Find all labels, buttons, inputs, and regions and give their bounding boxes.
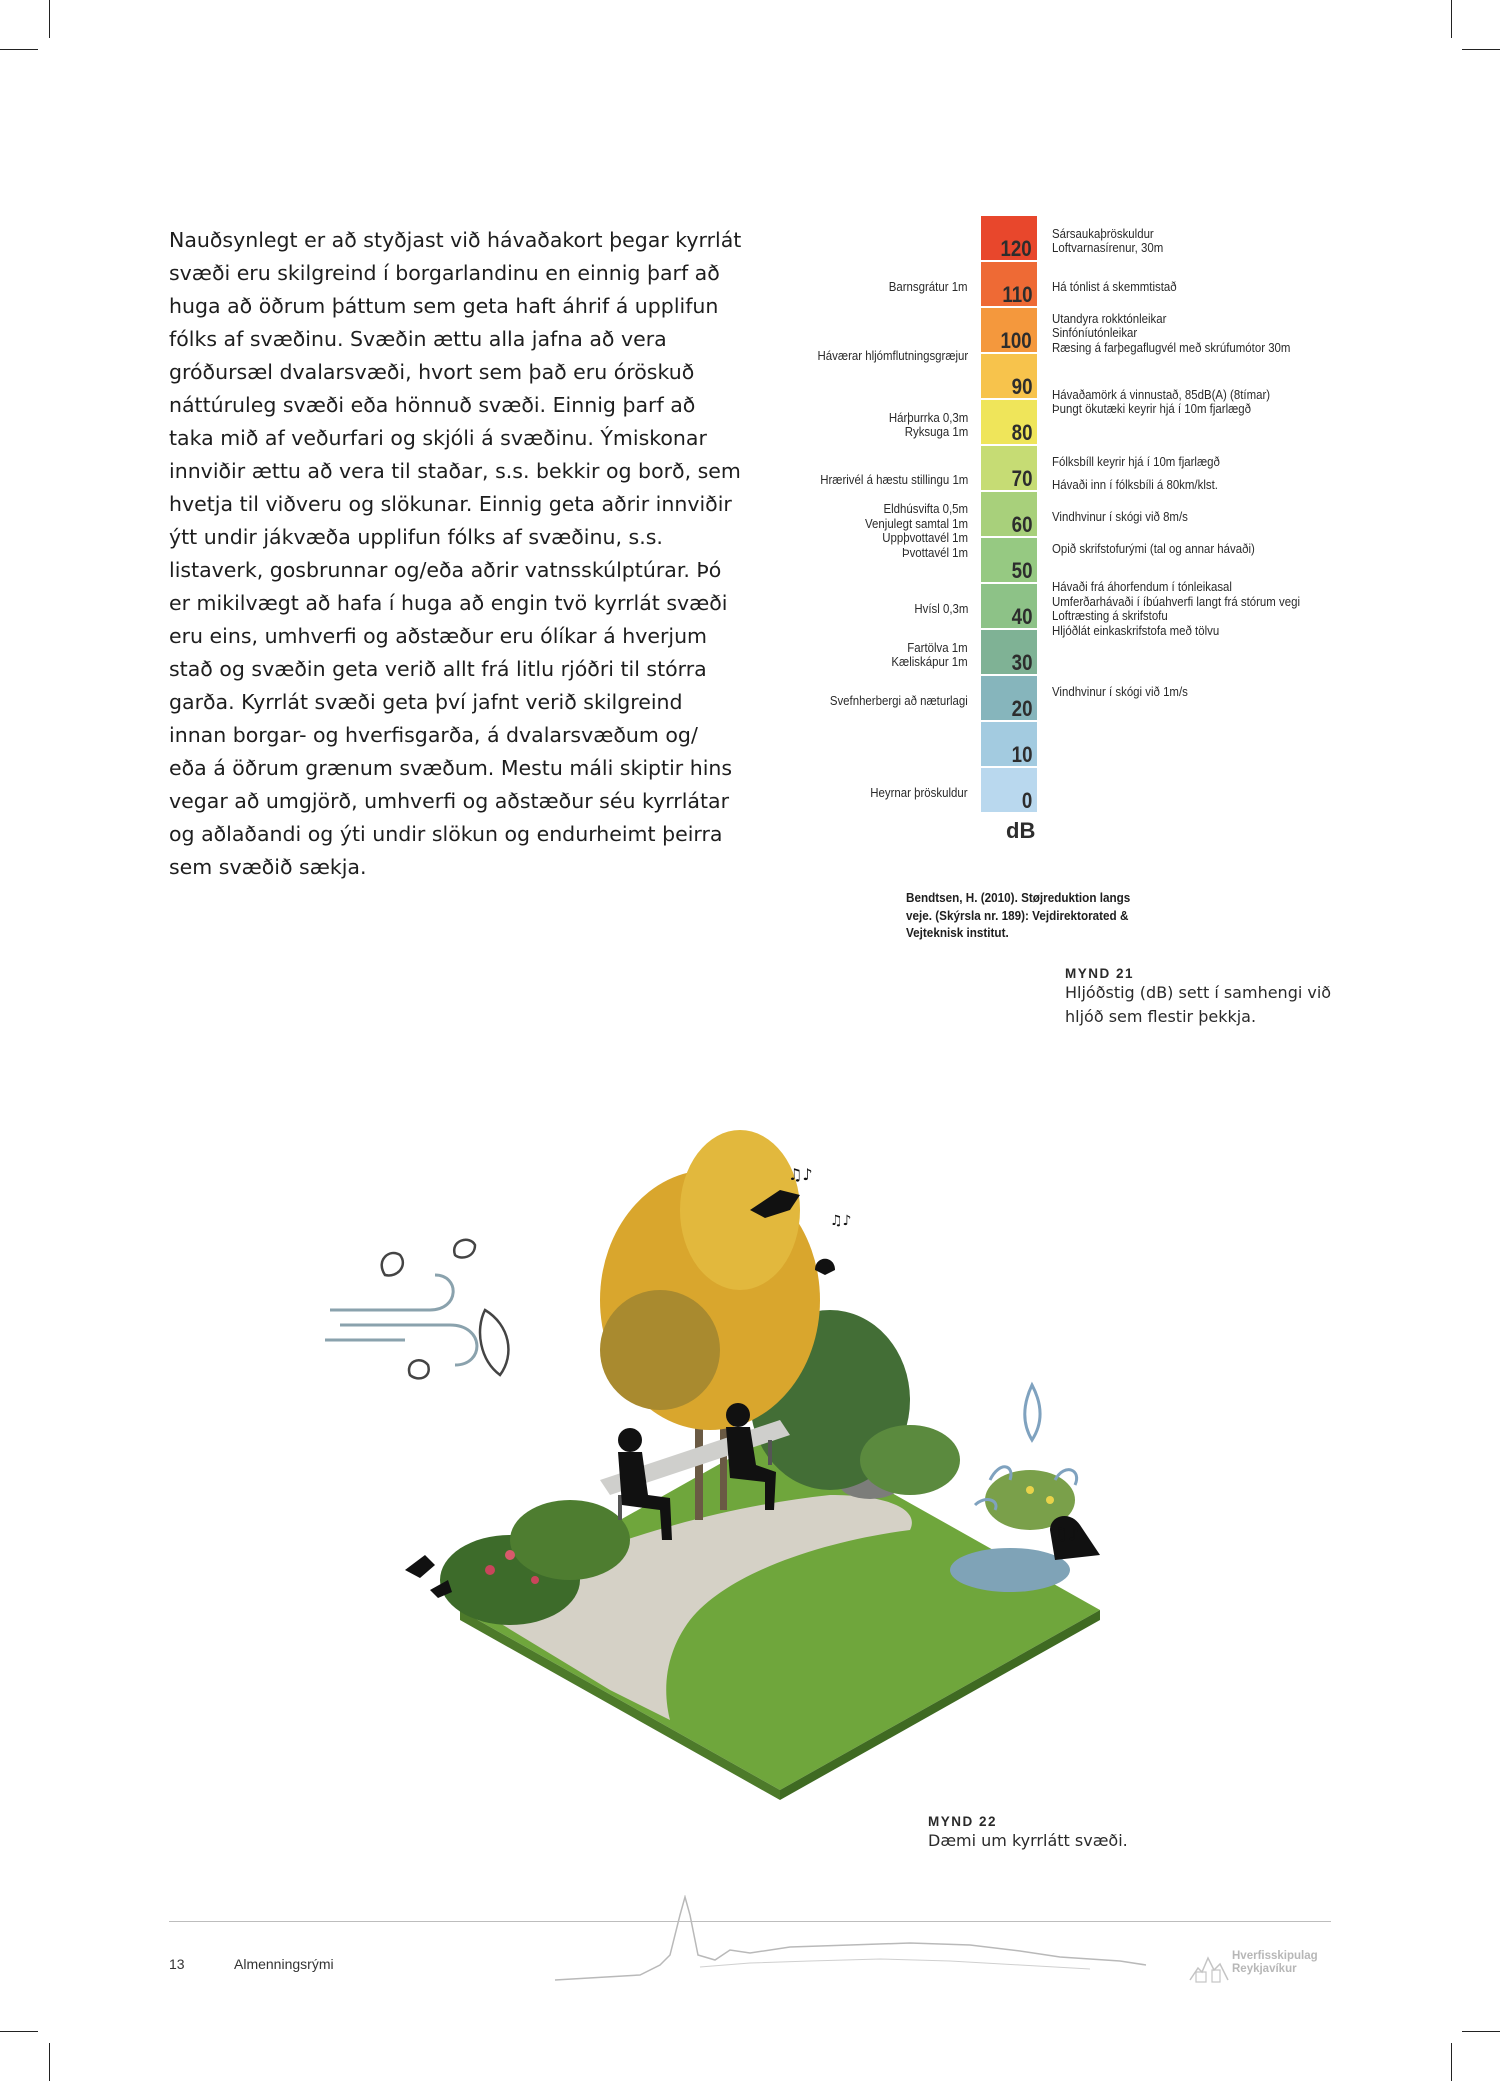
sound-source-label-line: Eldhúsvifta 0,5m [883, 501, 968, 517]
db-level-10 [981, 722, 1037, 766]
db-level-value: 20 [1011, 696, 1032, 721]
sound-source-label [1052, 312, 1290, 356]
figure-caption: Dæmi um kyrrlátt svæði. [928, 1831, 1128, 1850]
logo-text-line: Hverfisskipulag [1232, 1950, 1318, 1962]
sound-source-label-line: Barnsgrátur 1m [889, 279, 968, 295]
figure-21-caption [1065, 966, 1365, 1029]
sound-source-label [1052, 510, 1188, 525]
sound-source-label [820, 473, 968, 488]
db-level-90 [981, 354, 1037, 398]
db-level-120 [981, 216, 1037, 260]
text-line: Nauðsynlegt er að styðjast við hávaðakort þegar kyrrlát [169, 228, 742, 252]
text-line: gróðursæl dvalarsvæði, hvort sem það eru óröskuð [169, 360, 695, 384]
sound-source-label-line: Loftræsting á skrifstofu [1052, 608, 1168, 624]
db-level-value: 30 [1011, 650, 1032, 675]
sound-source-label-line: Hávaði frá áhorfendum í tónleikasal [1052, 579, 1232, 595]
footer-rule [169, 1921, 1331, 1922]
page-number: 13 [169, 1956, 185, 1972]
music-notes-icon: ♫♪ [830, 1213, 852, 1229]
crop-mark [1462, 2031, 1500, 2032]
sound-source-label-line: Sinfóníutónleikar [1052, 325, 1138, 341]
sound-source-label-line: Uppþvottavél 1m [882, 530, 968, 546]
db-level-value: 50 [1011, 558, 1032, 583]
sound-source-label-line: Hárþurrka 0,3m [888, 409, 968, 425]
crop-mark [1451, 2043, 1452, 2081]
sound-source-label [1052, 542, 1255, 557]
text-line: huga að öðrum þáttum sem geta haft áhrif á upplifun [169, 294, 719, 318]
text-line: náttúruleg svæði eða hönnuð svæði. Einnig þarf að [169, 393, 696, 417]
flower [531, 1576, 539, 1584]
crop-mark [1462, 49, 1500, 50]
pond [950, 1548, 1070, 1592]
reykjavik-logo-icon [1188, 1950, 1230, 1986]
sound-source-label-line: Umferðarhávaði í íbúahverfi langt frá stórum vegi [1052, 593, 1300, 609]
db-level-100 [981, 308, 1037, 352]
shrub [860, 1425, 960, 1495]
sound-source-label-line: Kæliskápur 1m [891, 654, 968, 670]
text-line: taka mið af veðurfari og skjóli á svæðinu. Ýmiskonar [169, 426, 707, 450]
db-unit-label: dB [1006, 818, 1036, 843]
sound-source-label [1052, 455, 1220, 470]
sound-source-label-line: Þvottavél 1m [901, 544, 968, 560]
tree-canopy [600, 1290, 720, 1410]
sound-source-label [892, 641, 968, 670]
text-line: garða. Kyrrlát svæði geta því jafnt verið skilgreind [169, 690, 683, 714]
db-level-value: 10 [1011, 742, 1032, 767]
figure-caption-line: Hljóðstig (dB) sett í samhengi við [1065, 983, 1332, 1002]
text-line: sem svæðið sækja. [169, 855, 367, 879]
figure-title: MYND 22 [928, 1814, 998, 1829]
db-level-70 [981, 446, 1037, 490]
sound-source-label-line: Há tónlist á skemmtistað [1052, 279, 1177, 295]
db-level-value: 70 [1011, 466, 1032, 491]
sound-source-label [1052, 580, 1300, 638]
crop-mark [49, 0, 50, 38]
text-line: listaverk, gosbrunnar og/eða aðrir vatnsskúlptúrar. Þó [169, 558, 722, 582]
crop-mark [0, 2031, 38, 2032]
db-level-30 [981, 630, 1037, 674]
text-line: vegar að umgjörð, umhverfi og aðstæður séu kyrrlátar [169, 789, 730, 813]
flower [1046, 1496, 1054, 1504]
db-level-value: 120 [1000, 236, 1032, 261]
sound-source-label [865, 502, 968, 560]
sound-source-label-line: Loftvarnasírenur, 30m [1052, 240, 1164, 256]
sound-source-label-line: Hrærivél á hæstu stillingu 1m [819, 472, 968, 488]
text-line: innviðir ættu að vera til staðar, s.s. bekkir og borð, sem [169, 459, 741, 483]
db-level-value: 80 [1011, 420, 1032, 445]
sound-source-label-line: Hávaði inn í fólksbíli á 80km/klst. [1052, 476, 1218, 492]
source-citation: Bendtsen, H. (2010). Støjreduktion langs veje. (Skýrsla nr. 189): Vejdirektorated & Vejteknisk institut. [906, 890, 1131, 940]
decibel-scale [981, 216, 1037, 814]
flower [485, 1565, 495, 1575]
sound-source-label-line: Fólksbíll keyrir hjá í 10m fjarlægð [1052, 453, 1220, 469]
db-level-60 [981, 492, 1037, 536]
db-level-value: 100 [1000, 328, 1032, 353]
text-line: eru eins, umhverfi og aðstæður eru ólíkar á hverjum [169, 624, 708, 648]
flower [1026, 1486, 1034, 1494]
section-name: Almenningsrými [234, 1956, 334, 1972]
music-notes-icon: ♫♪ [1052, 1524, 1080, 1545]
sound-source-label-line: Svefnherbergi að næturlagi [829, 693, 968, 709]
db-level-80 [981, 400, 1037, 444]
db-level-50 [981, 538, 1037, 582]
text-line: fólks af svæðinu. Svæðin ættu alla jafna að vera [169, 327, 667, 351]
city-skyline-illustration [550, 1895, 1150, 1985]
db-level-value: 40 [1011, 604, 1032, 629]
figure-title: MYND 21 [1065, 966, 1135, 981]
db-level-110 [981, 262, 1037, 306]
sound-source-label [889, 280, 968, 295]
text-line: ýtt undir jákvæða upplifun fólks af svæðinu, s.s. [169, 525, 663, 549]
sound-source-label [889, 411, 968, 440]
sound-source-label-line: Hávaðamörk á vinnustað, 85dB(A) (8tímar) [1052, 386, 1271, 402]
text-line: og aðlaðandi og ýti undir slökun og endurheimt þeirra [169, 822, 723, 846]
sound-source-label [1052, 280, 1177, 295]
sound-source-label-line: Þungt ökutæki keyrir hjá í 10m fjarlægð [1052, 401, 1252, 417]
sound-source-label-line: Hvísl 0,3m [913, 601, 968, 617]
text-line: hvetja til viðveru og slökunar. Einnig geta aðrir innviðir [169, 492, 732, 516]
sound-source-label-line: Venjulegt samtal 1m [864, 515, 968, 531]
sound-source-label-line: Vindhvinur í skógi við 1m/s [1052, 683, 1188, 699]
sound-source-label [817, 349, 968, 364]
wind-leaves-icon [325, 1275, 477, 1365]
sound-source-label [1052, 685, 1188, 700]
body-paragraph [169, 224, 742, 884]
quiet-area-illustration [310, 1100, 1130, 1800]
sound-source-label [1052, 227, 1163, 256]
sound-source-label-line: Sársaukaþröskuldur [1052, 225, 1154, 241]
text-line: er mikilvægt að hafa í huga að engin tvö kyrrlát svæði [169, 591, 728, 615]
sound-source-label [1052, 388, 1270, 417]
shrub [510, 1500, 630, 1580]
sound-source-label [830, 694, 968, 709]
db-level-0 [981, 768, 1037, 812]
text-line: eða á öðrum grænum svæðum. Mestu máli skiptir hins [169, 756, 733, 780]
crop-mark [49, 2043, 50, 2081]
db-level-value: 110 [1001, 282, 1032, 307]
sound-source-label-line: Opið skrifstofurými (tal og annar hávaði) [1052, 541, 1255, 557]
db-level-value: 90 [1011, 374, 1032, 399]
text-line: svæði eru skilgreind í borgarlandinu en einnig þarf að [169, 261, 720, 285]
db-level-value: 60 [1011, 512, 1032, 537]
sound-source-label-line: Fartölva 1m [907, 639, 968, 655]
sound-source-label [871, 786, 968, 801]
sound-source-label-line: Ræsing á farþegaflugvél með skrúfumótor 30m [1052, 339, 1291, 355]
db-level-value: 0 [1021, 788, 1032, 813]
sound-source-label-line: Vindhvinur í skógi við 8m/s [1052, 509, 1188, 525]
flower [505, 1550, 515, 1560]
sound-source-label-line: Heyrnar þröskuldur [870, 785, 968, 801]
sound-source-label-line: Ryksuga 1m [904, 424, 968, 440]
sound-source-label [1052, 478, 1218, 493]
sound-source-label-line: Hljóðlát einkaskrifstofa með tölvu [1052, 622, 1220, 638]
sound-source-label-line: Háværar hljómflutningsgræjur [817, 348, 968, 364]
db-level-40 [981, 584, 1037, 628]
crop-mark [0, 49, 38, 50]
text-line: stað og svæðin geta verið allt frá litlu rjóðri til stórra [169, 657, 707, 681]
crop-mark [1451, 0, 1452, 38]
sound-source-label-line: Utandyra rokktónleikar [1052, 310, 1167, 326]
figure-caption-line: hljóð sem flestir þekkja. [1065, 1007, 1257, 1026]
db-level-20 [981, 676, 1037, 720]
figure-22-caption [928, 1814, 1228, 1853]
logo-text-line: Reykjavíkur [1232, 1963, 1297, 1975]
sound-source-label [914, 602, 968, 617]
music-notes-icon: ♫♪ [788, 1165, 813, 1184]
logo-text [1232, 1950, 1318, 1976]
text-line: innan borgar- og hverfisgarða, á dvalarsvæðum og/ [169, 723, 698, 747]
